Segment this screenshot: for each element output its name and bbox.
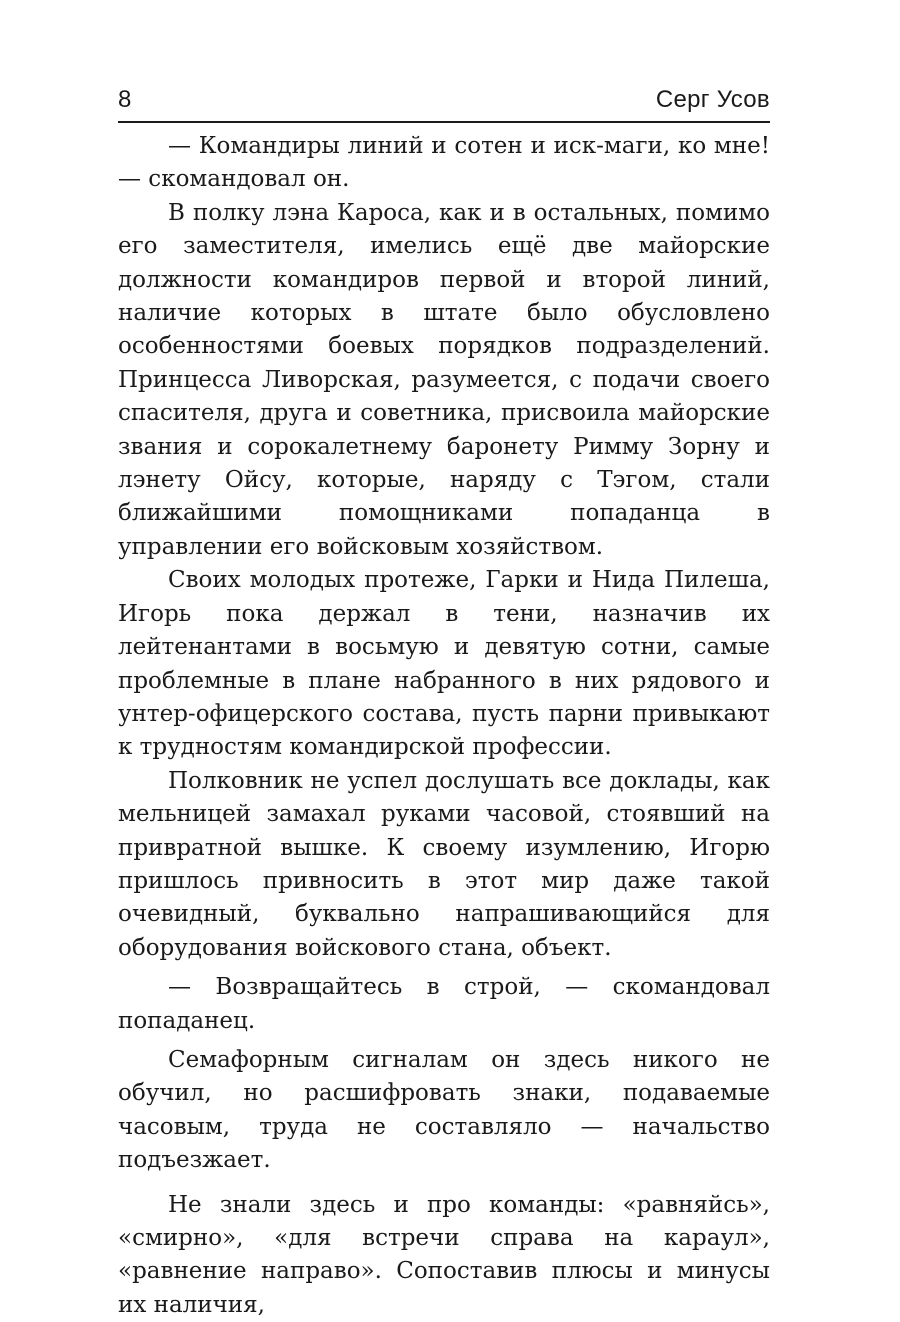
paragraph: Своих молодых протеже, Гарки и Нида Пилеша, Игорь пока держал в тени, назначив их лейтенантами в восьмую и девятую сотни, самые проблемные в плане набранного в них рядового и унтер-офицерского состава, пусть парни привыкают к трудностям командирской профессии. bbox=[118, 567, 770, 761]
header-rule bbox=[118, 121, 770, 123]
paragraph: В полку лэна Кароса, как и в остальных, помимо его заместителя, имелись ещё две майорские должности командиров первой и второй линий, наличие которых в штате было обусловлено особенностями боевых порядков подразделений. Принцесса Ливорская, разумеется, с подачи своего спасителя, друга и советника, присвоила майорские звания и сорокалетнему баронету Римму Зорну и лэнету Ойсу, которые, наряду с Тэгом, стали ближайшими помощниками попаданца в управлении его войсковым хозяйством. bbox=[118, 199, 770, 560]
paragraph: — Командиры линий и сотен и иск-маги, ко мне! — скомандовал он. bbox=[118, 133, 770, 193]
paragraph: Семафорным сигналам он здесь никого не обучил, но расшифровать знаки, подаваемые часовым, труда не составляло — начальство подъезжает. bbox=[118, 1046, 770, 1174]
paragraph: Полковник не успел дослушать все доклады, как мельницей замахал руками часовой, стоявший на привратной вышке. К своему изумлению, Игорю пришлось привносить в этот мир даже такой очевидный, буквально напрашивающийся для оборудования войскового стана, объект. bbox=[118, 767, 770, 961]
paragraph: — Возвращайтесь в строй, — скомандовал попаданец. bbox=[118, 974, 770, 1034]
paragraph: Не знали здесь и про команды: «равняйсь», «смирно», «для встречи справа на караул», «равнение направо». Сопоставив плюсы и минусы их наличия, bbox=[118, 1191, 770, 1318]
page-number: 8 bbox=[118, 86, 132, 113]
body-text bbox=[118, 130, 770, 1322]
running-title: Серг Усов bbox=[655, 86, 770, 113]
page-header bbox=[118, 86, 770, 126]
